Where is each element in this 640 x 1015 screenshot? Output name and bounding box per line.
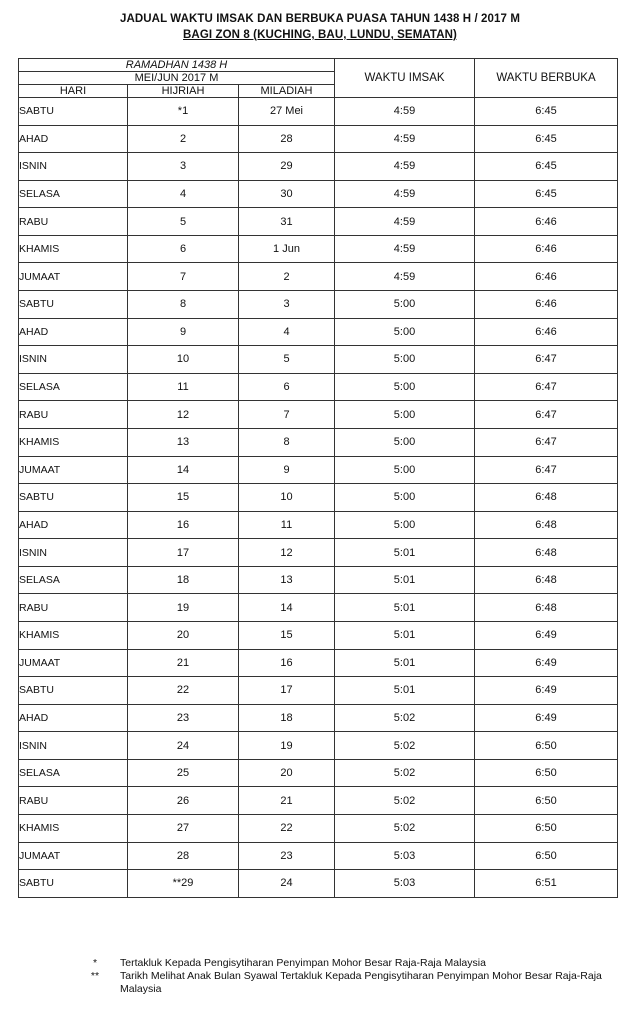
table-row — [19, 649, 618, 677]
miladiah-cell: 27 Mei — [239, 98, 335, 126]
hari-cell: RABU — [19, 208, 128, 236]
imsak-time-cell: 5:01 — [335, 621, 475, 649]
hijriah-cell: 12 — [128, 401, 239, 429]
imsak-time-cell: 4:59 — [335, 235, 475, 263]
berbuka-time-cell: 6:47 — [475, 401, 618, 429]
berbuka-time-cell: 6:46 — [475, 291, 618, 319]
berbuka-time-cell: 6:48 — [475, 484, 618, 512]
hari-column-header: HARI — [19, 85, 128, 98]
hijriah-cell: 9 — [128, 318, 239, 346]
hari-cell: RABU — [19, 787, 128, 815]
berbuka-time-cell: 6:48 — [475, 539, 618, 567]
hari-cell: SELASA — [19, 180, 128, 208]
miladiah-cell: 19 — [239, 732, 335, 760]
hijriah-cell: 26 — [128, 787, 239, 815]
hari-cell: SABTU — [19, 677, 128, 705]
document-subtitle: BAGI ZON 8 (KUCHING, BAU, LUNDU, SEMATAN) — [183, 29, 457, 41]
hijriah-cell: 17 — [128, 539, 239, 567]
table-row — [19, 125, 618, 153]
hijriah-cell: 14 — [128, 456, 239, 484]
berbuka-time-cell: 6:47 — [475, 456, 618, 484]
imsak-time-cell: 5:02 — [335, 759, 475, 787]
hijriah-cell: 4 — [128, 180, 239, 208]
hari-cell: ISNIN — [19, 732, 128, 760]
hijriah-cell: 25 — [128, 759, 239, 787]
miladiah-cell: 6 — [239, 373, 335, 401]
imsak-time-cell: 5:00 — [335, 456, 475, 484]
imsak-time-cell: 5:00 — [335, 291, 475, 319]
miladiah-cell: 5 — [239, 346, 335, 374]
berbuka-time-cell: 6:48 — [475, 566, 618, 594]
footnote-text: Tarikh Melihat Anak Bulan Syawal Tertakluk Kepada Pengisytiharan Penyimpan Mohor Besar Raja-Raja Malaysia — [120, 970, 602, 995]
table-row — [19, 180, 618, 208]
miladiah-cell: 2 — [239, 263, 335, 291]
hijriah-cell: 23 — [128, 704, 239, 732]
document-title: JADUAL WAKTU IMSAK DAN BERBUKA PUASA TAHUN 1438 H / 2017 M — [119, 13, 521, 25]
miladiah-cell: 31 — [239, 208, 335, 236]
hijriah-cell: 15 — [128, 484, 239, 512]
hari-cell: AHAD — [19, 318, 128, 346]
hijriah-cell: 11 — [128, 373, 239, 401]
footnote-2 — [80, 970, 620, 996]
hijriah-cell: 24 — [128, 732, 239, 760]
hari-cell: ISNIN — [19, 346, 128, 374]
imsak-time-cell: 5:00 — [335, 346, 475, 374]
hijriah-cell: 3 — [128, 153, 239, 181]
miladiah-column-header: MILADIAH — [239, 85, 335, 98]
berbuka-time-cell: 6:51 — [475, 870, 618, 898]
miladiah-cell: 16 — [239, 649, 335, 677]
imsak-time-cell: 5:02 — [335, 815, 475, 843]
table-row — [19, 787, 618, 815]
miladiah-cell: 9 — [239, 456, 335, 484]
hari-cell: SELASA — [19, 759, 128, 787]
miladiah-cell: 28 — [239, 125, 335, 153]
hijriah-cell: 27 — [128, 815, 239, 843]
table-row — [19, 621, 618, 649]
table-row — [19, 263, 618, 291]
footnote-1 — [80, 957, 620, 970]
miladiah-cell: 4 — [239, 318, 335, 346]
hijriah-cell: 16 — [128, 511, 239, 539]
hari-cell: KHAMIS — [19, 235, 128, 263]
miladiah-cell: 1 Jun — [239, 235, 335, 263]
table-row — [19, 235, 618, 263]
hari-cell: SELASA — [19, 373, 128, 401]
hari-cell: SABTU — [19, 98, 128, 126]
imsak-time-cell: 5:03 — [335, 842, 475, 870]
table-row — [19, 511, 618, 539]
berbuka-time-cell: 6:50 — [475, 815, 618, 843]
table-row — [19, 842, 618, 870]
hijriah-cell: 6 — [128, 235, 239, 263]
hari-cell: AHAD — [19, 511, 128, 539]
hijriah-cell: 21 — [128, 649, 239, 677]
table-row — [19, 815, 618, 843]
hari-cell: RABU — [19, 594, 128, 622]
hijriah-cell: 7 — [128, 263, 239, 291]
berbuka-time-cell: 6:49 — [475, 649, 618, 677]
table-row — [19, 318, 618, 346]
hari-cell: SABTU — [19, 870, 128, 898]
miladiah-cell: 14 — [239, 594, 335, 622]
miladiah-cell: 10 — [239, 484, 335, 512]
miladiah-cell: 24 — [239, 870, 335, 898]
table-row — [19, 401, 618, 429]
berbuka-time-cell: 6:45 — [475, 153, 618, 181]
berbuka-time-cell: 6:49 — [475, 704, 618, 732]
hari-cell: AHAD — [19, 704, 128, 732]
footnote-mark: ** — [90, 970, 100, 982]
imsak-time-cell: 5:01 — [335, 677, 475, 705]
imsak-time-cell: 5:00 — [335, 484, 475, 512]
table-row — [19, 566, 618, 594]
berbuka-time-cell: 6:47 — [475, 346, 618, 374]
berbuka-time-cell: 6:46 — [475, 318, 618, 346]
hari-cell: JUMAAT — [19, 456, 128, 484]
table-row — [19, 732, 618, 760]
hijriah-cell: 20 — [128, 621, 239, 649]
hari-cell: JUMAAT — [19, 842, 128, 870]
miladiah-cell: 30 — [239, 180, 335, 208]
table-row — [19, 539, 618, 567]
miladiah-cell: 23 — [239, 842, 335, 870]
imsak-time-cell: 5:02 — [335, 704, 475, 732]
table-row — [19, 759, 618, 787]
imsak-time-cell: 5:02 — [335, 732, 475, 760]
berbuka-time-cell: 6:47 — [475, 428, 618, 456]
berbuka-column-header: WAKTU BERBUKA — [475, 59, 618, 98]
table-row — [19, 456, 618, 484]
table-row — [19, 98, 618, 126]
imsak-time-cell: 5:01 — [335, 594, 475, 622]
imsak-time-cell: 5:00 — [335, 373, 475, 401]
miladiah-cell: 13 — [239, 566, 335, 594]
table-row — [19, 346, 618, 374]
table-row — [19, 373, 618, 401]
month-header: MEI/JUN 2017 M — [19, 72, 335, 85]
table-row — [19, 428, 618, 456]
hijriah-cell: 2 — [128, 125, 239, 153]
table-row — [19, 484, 618, 512]
prayer-times-table — [18, 58, 618, 898]
hari-cell: KHAMIS — [19, 815, 128, 843]
imsak-time-cell: 4:59 — [335, 180, 475, 208]
berbuka-time-cell: 6:48 — [475, 511, 618, 539]
table-row — [19, 594, 618, 622]
hijriah-cell: 18 — [128, 566, 239, 594]
imsak-time-cell: 5:01 — [335, 566, 475, 594]
berbuka-time-cell: 6:50 — [475, 732, 618, 760]
berbuka-time-cell: 6:49 — [475, 621, 618, 649]
imsak-time-cell: 5:01 — [335, 539, 475, 567]
miladiah-cell: 17 — [239, 677, 335, 705]
table-row — [19, 291, 618, 319]
footnote-mark: * — [92, 957, 98, 969]
hijriah-cell: *1 — [128, 98, 239, 126]
footnote-text: Tertakluk Kepada Pengisytiharan Penyimpan Mohor Besar Raja-Raja Malaysia — [120, 957, 486, 969]
hijriah-column-header: HIJRIAH — [128, 85, 239, 98]
berbuka-time-cell: 6:50 — [475, 842, 618, 870]
berbuka-time-cell: 6:45 — [475, 125, 618, 153]
berbuka-time-cell: 6:50 — [475, 759, 618, 787]
hijriah-cell: 5 — [128, 208, 239, 236]
berbuka-time-cell: 6:45 — [475, 98, 618, 126]
hijriah-cell: 22 — [128, 677, 239, 705]
hari-cell: RABU — [19, 401, 128, 429]
miladiah-cell: 12 — [239, 539, 335, 567]
berbuka-time-cell: 6:46 — [475, 263, 618, 291]
miladiah-cell: 21 — [239, 787, 335, 815]
miladiah-cell: 29 — [239, 153, 335, 181]
berbuka-time-cell: 6:46 — [475, 235, 618, 263]
miladiah-cell: 7 — [239, 401, 335, 429]
imsak-time-cell: 5:01 — [335, 649, 475, 677]
berbuka-time-cell: 6:46 — [475, 208, 618, 236]
miladiah-cell: 22 — [239, 815, 335, 843]
hari-cell: ISNIN — [19, 153, 128, 181]
hari-cell: SABTU — [19, 291, 128, 319]
hari-cell: SELASA — [19, 566, 128, 594]
miladiah-cell: 15 — [239, 621, 335, 649]
table-row — [19, 153, 618, 181]
berbuka-time-cell: 6:47 — [475, 373, 618, 401]
imsak-time-cell: 4:59 — [335, 153, 475, 181]
imsak-time-cell: 4:59 — [335, 263, 475, 291]
imsak-time-cell: 5:00 — [335, 511, 475, 539]
ramadhan-header: RAMADHAN 1438 H — [19, 59, 335, 72]
hari-cell: KHAMIS — [19, 428, 128, 456]
imsak-column-header: WAKTU IMSAK — [335, 59, 475, 98]
miladiah-cell: 3 — [239, 291, 335, 319]
berbuka-time-cell: 6:48 — [475, 594, 618, 622]
table-row — [19, 870, 618, 898]
imsak-time-cell: 5:00 — [335, 401, 475, 429]
imsak-time-cell: 4:59 — [335, 125, 475, 153]
imsak-time-cell: 4:59 — [335, 208, 475, 236]
imsak-time-cell: 5:00 — [335, 318, 475, 346]
hijriah-cell: 28 — [128, 842, 239, 870]
hijriah-cell: 8 — [128, 291, 239, 319]
miladiah-cell: 11 — [239, 511, 335, 539]
hari-cell: AHAD — [19, 125, 128, 153]
table-row — [19, 704, 618, 732]
berbuka-time-cell: 6:45 — [475, 180, 618, 208]
imsak-time-cell: 5:03 — [335, 870, 475, 898]
table-row — [19, 677, 618, 705]
hari-cell: KHAMIS — [19, 621, 128, 649]
hijriah-cell: 19 — [128, 594, 239, 622]
miladiah-cell: 18 — [239, 704, 335, 732]
miladiah-cell: 20 — [239, 759, 335, 787]
imsak-time-cell: 4:59 — [335, 98, 475, 126]
table-row — [19, 208, 618, 236]
hari-cell: JUMAAT — [19, 263, 128, 291]
berbuka-time-cell: 6:49 — [475, 677, 618, 705]
footnotes — [80, 957, 620, 996]
berbuka-time-cell: 6:50 — [475, 787, 618, 815]
imsak-time-cell: 5:02 — [335, 787, 475, 815]
hijriah-cell: 13 — [128, 428, 239, 456]
hijriah-cell: **29 — [128, 870, 239, 898]
hari-cell: ISNIN — [19, 539, 128, 567]
miladiah-cell: 8 — [239, 428, 335, 456]
hijriah-cell: 10 — [128, 346, 239, 374]
hari-cell: SABTU — [19, 484, 128, 512]
hari-cell: JUMAAT — [19, 649, 128, 677]
imsak-time-cell: 5:00 — [335, 428, 475, 456]
